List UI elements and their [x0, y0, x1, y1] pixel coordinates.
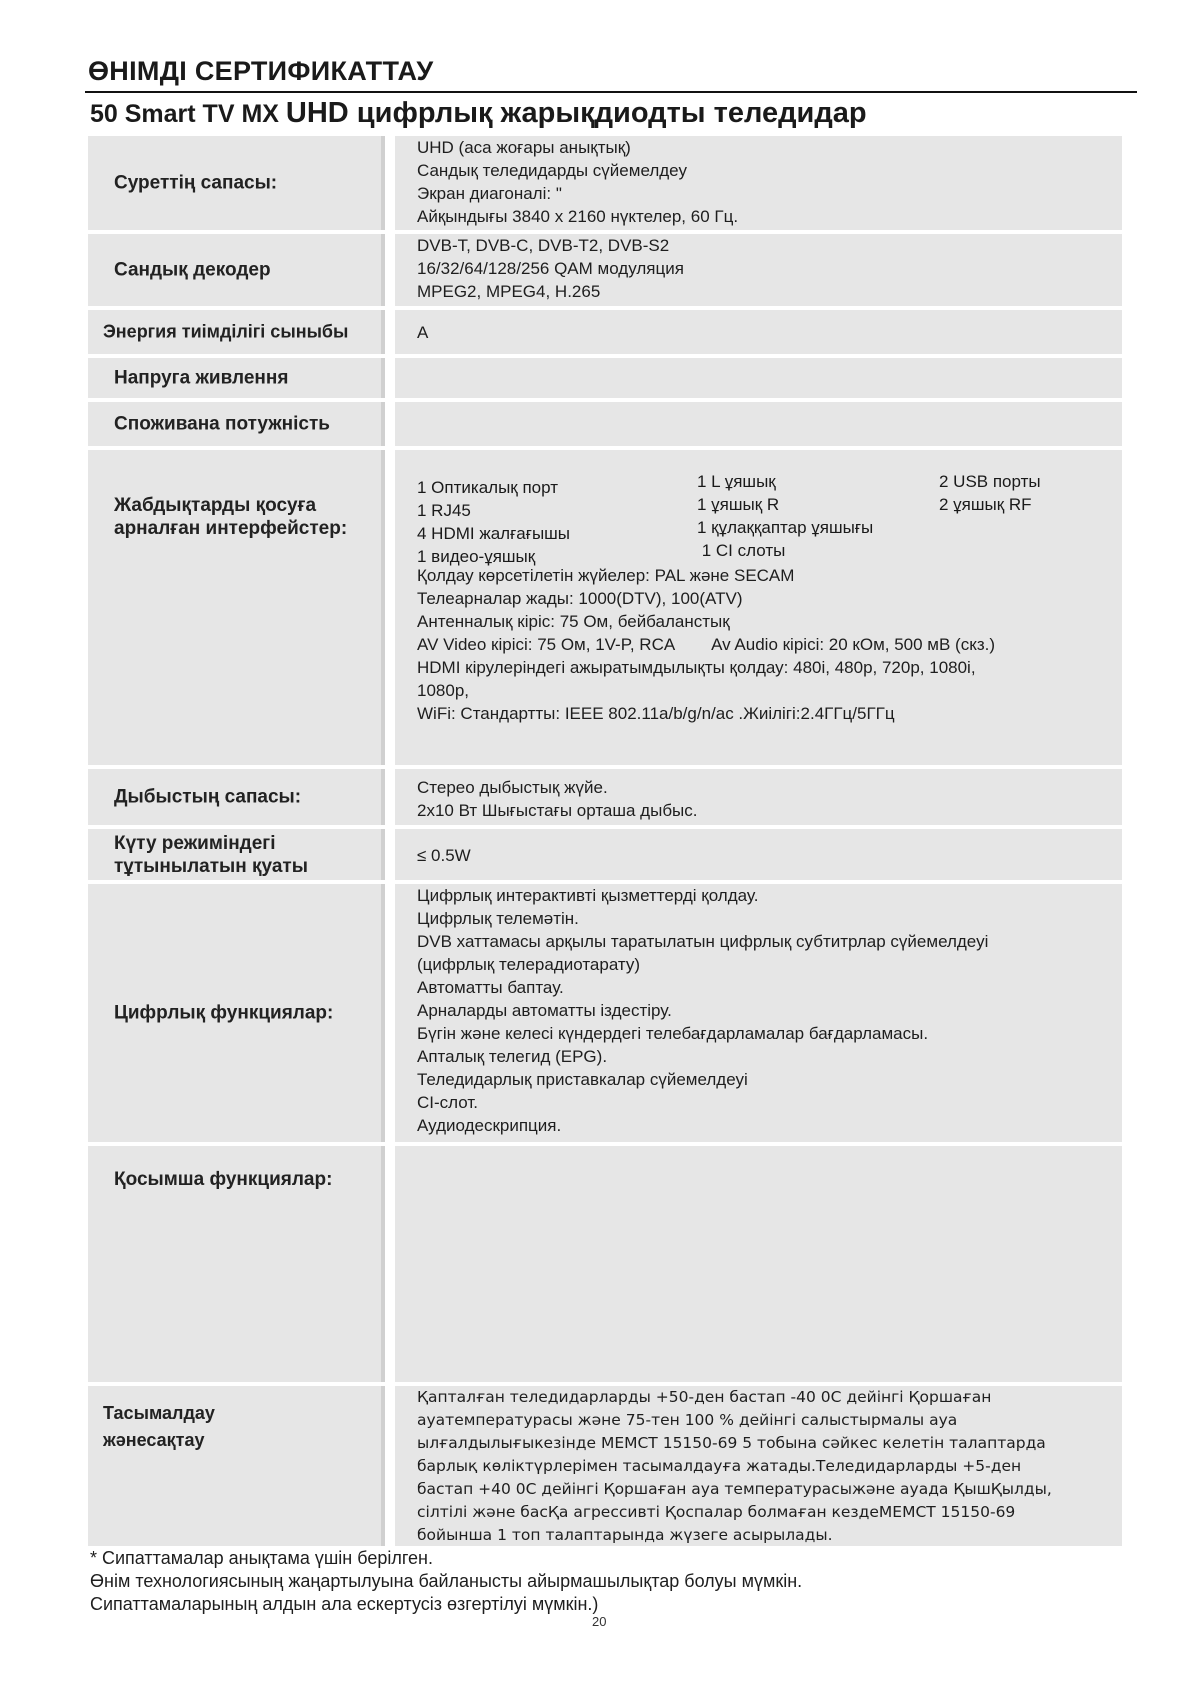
spec-line: MPEG2, MPEG4, H.265: [417, 282, 601, 301]
spec-label-line: жәнесақтау: [103, 1430, 205, 1450]
spec-line: барлық көліктүрлерімен тасымалдауға жатады.Теледидарларды +5-ден: [417, 1457, 1022, 1475]
spec-value-picture: [417, 136, 1108, 228]
title-divider: [85, 91, 1137, 93]
page-number: 20: [592, 1614, 607, 1629]
ports-column-3: [939, 470, 1041, 516]
ports-column-2: [697, 470, 873, 562]
spec-line: бастап +40 0С дейінгі Қоршаған ауа температурасыжәне ауада ҚышҚылды,: [417, 1480, 1052, 1498]
subtitle-model: 50 Smart TV MX: [90, 100, 279, 128]
spec-value-cell-power: [395, 402, 1122, 446]
spec-label-cell-digital: [88, 884, 385, 1142]
footnote: [90, 1547, 802, 1616]
spec-line: Цифрлық телемәтін.: [417, 909, 579, 928]
spec-value-cell-extra: [395, 1146, 1122, 1382]
spec-line: ауатемпературасы және 75-тен 100 % дейінгі салыстырмалы ауа: [417, 1411, 958, 1429]
port-item: 1 CI слоты: [697, 541, 786, 560]
spec-line: Автоматты баптау.: [417, 978, 564, 997]
spec-value-sound: [417, 776, 1108, 822]
spec-line: Теледидарлық приставкалар сүйемелдеуі: [417, 1070, 748, 1089]
spec-line: Экран диагоналі: ": [417, 184, 562, 203]
spec-label-sound: Дыбыстың сапасы:: [114, 786, 302, 808]
spec-line: DVB-T, DVB-C, DVB-T2, DVB-S2: [417, 236, 670, 255]
spec-label-cell-standby: [88, 829, 385, 880]
spec-line: AV Video кірісі: 75 Ом, 1V-P, RCA Av Audio кірісі: 20 кОм, 500 мВ (скз.): [417, 635, 996, 654]
spec-line: Қолдау көрсетілетін жүйелер: PAL және SECAM: [417, 566, 795, 585]
footnote-line: * Сипаттамалар анықтама үшін берілген.: [90, 1548, 433, 1568]
spec-line: 1080p,: [417, 681, 469, 700]
product-subtitle: [90, 97, 867, 130]
spec-line: UHD (аса жоғары анықтық): [417, 138, 631, 157]
port-item: 2 ұяшық RF: [939, 495, 1032, 514]
spec-value-digital: [417, 884, 1108, 1137]
spec-label-voltage: Напруга живлення: [114, 367, 289, 389]
port-item: 1 L ұяшық: [697, 472, 776, 491]
spec-label-interfaces: Жабдықтарды қосуға арналған интерфейстер:: [114, 495, 348, 539]
spec-label-cell-decoder: [88, 234, 385, 306]
spec-value-cell-energy: [395, 310, 1122, 354]
spec-label-standby: Күту режиміндегі тұтынылатын қуаты: [114, 832, 308, 877]
spec-value-transport: [417, 1386, 1108, 1547]
spec-label-transport: [103, 1400, 373, 1454]
spec-line: DVB хаттамасы арқылы таратылатын цифрлық субтитрлар сүйемелдеуі: [417, 932, 989, 951]
spec-line: бойынша 1 топ талаптарында жүзеге асырылады.: [417, 1526, 833, 1544]
spec-value-cell-standby: [395, 829, 1122, 880]
spec-value-cell-transport: [395, 1386, 1122, 1546]
spec-label-cell-power: [88, 402, 385, 446]
spec-value-cell-interfaces: [395, 450, 1122, 765]
spec-line: Антенналық кіріс: 75 Ом, бейбаланстық: [417, 612, 730, 631]
spec-line: Аудиодескрипция.: [417, 1116, 562, 1135]
spec-line: Сандық теледидарды сүйемелдеу: [417, 161, 687, 180]
spec-line: HDMI кірулеріндегі ажыратымдылықты қолдау: 480i, 480p, 720p, 1080i,: [417, 658, 976, 677]
spec-value-standby: ≤ 0.5W: [417, 846, 471, 865]
spec-line: Қапталған теледидарларды +50-ден бастап -40 0С дейінгі Қоршаған: [417, 1388, 992, 1406]
spec-label-cell-extra: [88, 1146, 385, 1382]
spec-line: Апталық телегид (EPG).: [417, 1047, 608, 1066]
spec-label-extra: Қосымша функциялар:: [114, 1169, 333, 1190]
spec-label-digital: Цифрлық функциялар:: [114, 1002, 334, 1024]
page-title: ӨНІМДІ СЕРТИФИКАТТАУ: [88, 56, 434, 86]
spec-label-cell-picture: [88, 136, 385, 230]
spec-value-cell-sound: [395, 769, 1122, 825]
spec-value-interfaces: [417, 564, 1108, 725]
spec-line: Стерео дыбыстық жүйе.: [417, 778, 608, 797]
spec-value-cell-digital: [395, 884, 1122, 1142]
port-item: 1 құлаққаптар ұяшығы: [697, 518, 874, 537]
spec-line: Цифрлық интерактивті қызметтерді қолдау.: [417, 886, 759, 905]
spec-line: ылғалдылығыкезінде МЕМСТ 15150-69 5 тобына сәйкес келетін талаптарда: [417, 1434, 1046, 1452]
port-item: 1 видео-ұяшық: [417, 547, 536, 566]
footnote-line: Сипаттамаларының алдын ала ескертусіз өзгертілуі мүмкін.): [90, 1594, 599, 1614]
spec-line: 2х10 Вт Шығыстағы орташа дыбыс.: [417, 801, 698, 820]
port-item: 1 Оптикалық порт: [417, 478, 558, 497]
spec-value-decoder: [417, 234, 1108, 303]
ports-grid: [417, 470, 1117, 566]
spec-line: WiFi: Стандартты: IEEE 802.11a/b/g/n/ac .Жиілігі:2.4ГГц/5ГГц: [417, 704, 895, 723]
spec-line: Айқындығы 3840 х 2160 нүктелер, 60 Гц.: [417, 207, 739, 226]
subtitle-description: UHD цифрлық жарықдиодты теледидар: [285, 97, 867, 129]
spec-label-decoder: Сандық декодер: [114, 259, 271, 281]
port-item: 1 RJ45: [417, 501, 471, 520]
spec-label-cell-voltage: [88, 358, 385, 398]
spec-label-cell-transport: [88, 1386, 385, 1546]
spec-label-picture: Суреттің сапасы:: [114, 172, 278, 194]
spec-line: Телеарналар жады: 1000(DTV), 100(ATV): [417, 589, 743, 608]
footnote-line: Өнім технологиясының жаңартылуына байланысты айырмашылықтар болуы мүмкін.: [90, 1571, 803, 1591]
spec-line: сілтілі және басҚа агрессивті Қоспалар болмаған кездеМЕМСТ 15150-69: [417, 1503, 1016, 1521]
spec-label-cell-sound: [88, 769, 385, 825]
spec-line: Арналарды автоматты іздестіру.: [417, 1001, 672, 1020]
port-item: 2 USB порты: [939, 472, 1041, 491]
spec-label-cell-interfaces: [88, 450, 385, 765]
spec-line: CI-слот.: [417, 1093, 478, 1112]
port-item: 1 ұяшық R: [697, 495, 780, 514]
spec-label-cell-energy: [88, 310, 385, 354]
spec-value-cell-voltage: [395, 358, 1122, 398]
spec-line: 16/32/64/128/256 QAM модуляция: [417, 259, 684, 278]
spec-label-energy: Энергия тиімділігі сыныбы: [103, 321, 349, 342]
spec-label-line: Тасымалдау: [103, 1403, 215, 1423]
spec-label-power: Споживана потужність: [114, 413, 330, 435]
ports-column-1: [417, 476, 570, 568]
spec-value-cell-decoder: [395, 234, 1122, 306]
spec-line: (цифрлық телерадиотарату): [417, 955, 641, 974]
spec-value-cell-picture: [395, 136, 1122, 230]
spec-value-energy: A: [417, 323, 429, 342]
port-item: 4 HDMI жалғағышы: [417, 524, 571, 543]
spec-line: Бүгін және келесі күндердегі телебағдарламалар бағдарламасы.: [417, 1024, 929, 1043]
